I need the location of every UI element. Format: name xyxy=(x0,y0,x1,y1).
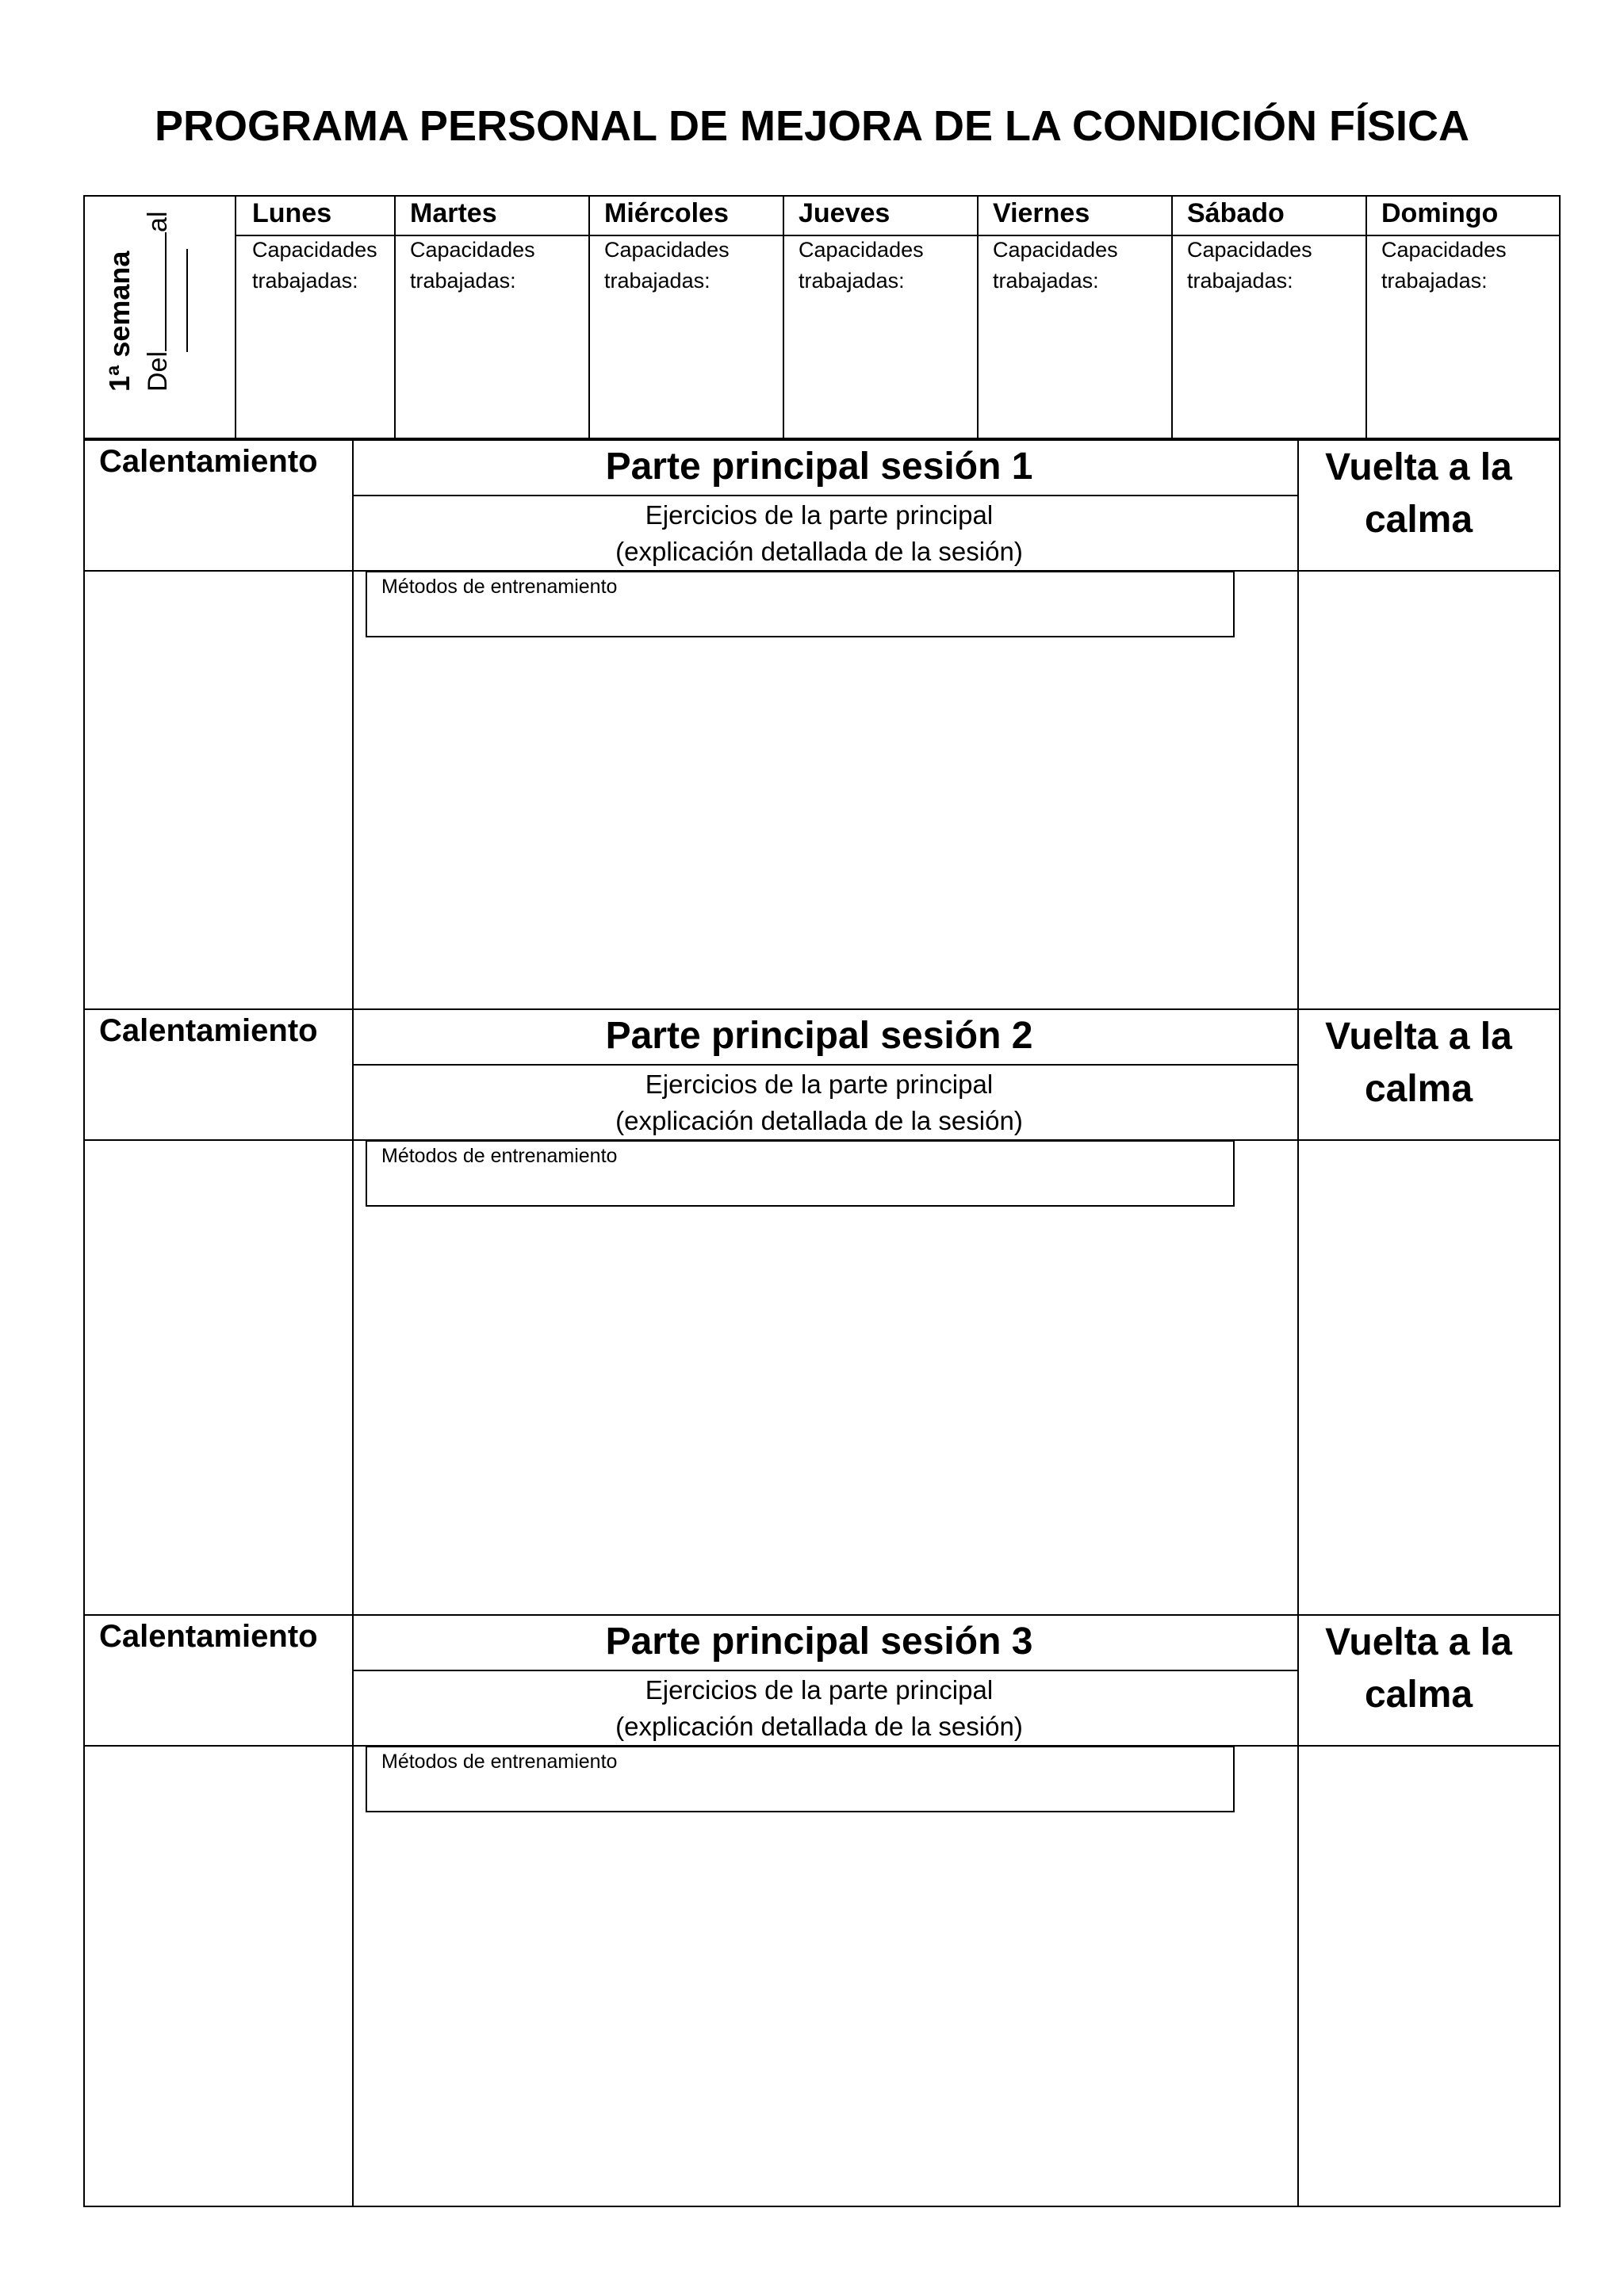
session-3-warmup-heading: Calentamiento xyxy=(99,1619,318,1654)
session-3-methods-label: Métodos de entrenamiento xyxy=(381,1751,618,1773)
day-divider xyxy=(588,195,590,439)
sessions-table xyxy=(83,439,1561,2207)
session-separator xyxy=(83,1008,1561,1010)
session-2-methods-box[interactable] xyxy=(366,1140,1235,1207)
page-title: PROGRAMA PERSONAL DE MEJORA DE LA CONDICIÓN FÍSICA xyxy=(154,102,1470,150)
week-start-date-field[interactable] xyxy=(141,232,167,351)
day-divider xyxy=(394,195,396,439)
warmup-column-divider xyxy=(352,439,354,2207)
session-3-subtitle: Ejercicios de la parte principal (explicación detallada de la sesión) xyxy=(615,1675,1023,1741)
cooldown-column-divider xyxy=(1297,439,1299,2207)
session-1-cooldown-heading: Vuelta a la calma xyxy=(1325,446,1512,541)
day-capacities-saturday: Capacidades trabajadas: xyxy=(1187,238,1312,293)
week-end-date-line[interactable] xyxy=(178,249,192,392)
week-table xyxy=(83,195,1561,439)
day-name-thursday: Jueves xyxy=(799,198,891,228)
day-capacities-friday: Capacidades trabajadas: xyxy=(993,238,1118,293)
week-range-middle: al xyxy=(143,211,173,232)
week-range xyxy=(141,212,174,392)
session-3-title: Parte principal sesión 3 xyxy=(605,1621,1033,1663)
day-divider xyxy=(977,195,979,439)
day-divider xyxy=(1171,195,1173,439)
day-divider xyxy=(1365,195,1367,439)
day-name-wednesday: Miércoles xyxy=(604,198,729,228)
week-range-prefix: Del xyxy=(143,350,173,392)
day-capacities-thursday: Capacidades trabajadas: xyxy=(799,238,924,293)
session-separator xyxy=(83,1614,1561,1616)
day-name-monday: Lunes xyxy=(252,198,332,228)
session-3-cooldown-heading: Vuelta a la calma xyxy=(1325,1621,1512,1716)
session-2-warmup-heading: Calentamiento xyxy=(99,1013,318,1048)
session-3-methods-box[interactable] xyxy=(366,1746,1235,1812)
day-name-tuesday: Martes xyxy=(410,198,497,228)
week-label-block xyxy=(103,154,206,392)
session-1-subtitle: Ejercicios de la parte principal (explicación detallada de la sesión) xyxy=(615,500,1023,566)
day-capacities-monday: Capacidades trabajadas: xyxy=(252,238,377,293)
day-name-friday: Viernes xyxy=(993,198,1090,228)
day-divider xyxy=(783,195,784,439)
session-2-methods-label: Métodos de entrenamiento xyxy=(381,1145,618,1167)
day-capacities-wednesday: Capacidades trabajadas: xyxy=(604,238,730,293)
session-2-subtitle: Ejercicios de la parte principal (explicación detallada de la sesión) xyxy=(615,1070,1023,1135)
session-1-warmup-heading: Calentamiento xyxy=(99,444,318,479)
session-1-title: Parte principal sesión 1 xyxy=(605,446,1033,488)
session-header-rule xyxy=(352,1064,1297,1066)
session-header-rule xyxy=(352,495,1297,496)
session-header-rule xyxy=(352,1670,1297,1671)
week-label: 1ª semana xyxy=(103,251,136,392)
day-name-sunday: Domingo xyxy=(1381,198,1499,228)
day-name-saturday: Sábado xyxy=(1187,198,1285,228)
session-1-methods-label: Métodos de entrenamiento xyxy=(381,576,618,598)
session-2-cooldown-heading: Vuelta a la calma xyxy=(1325,1016,1512,1110)
day-capacities-sunday: Capacidades trabajadas: xyxy=(1381,238,1507,293)
day-capacities-tuesday: Capacidades trabajadas: xyxy=(410,238,535,293)
week-label-divider xyxy=(235,195,236,439)
session-1-methods-box[interactable] xyxy=(366,571,1235,637)
session-2-title: Parte principal sesión 2 xyxy=(605,1015,1033,1057)
